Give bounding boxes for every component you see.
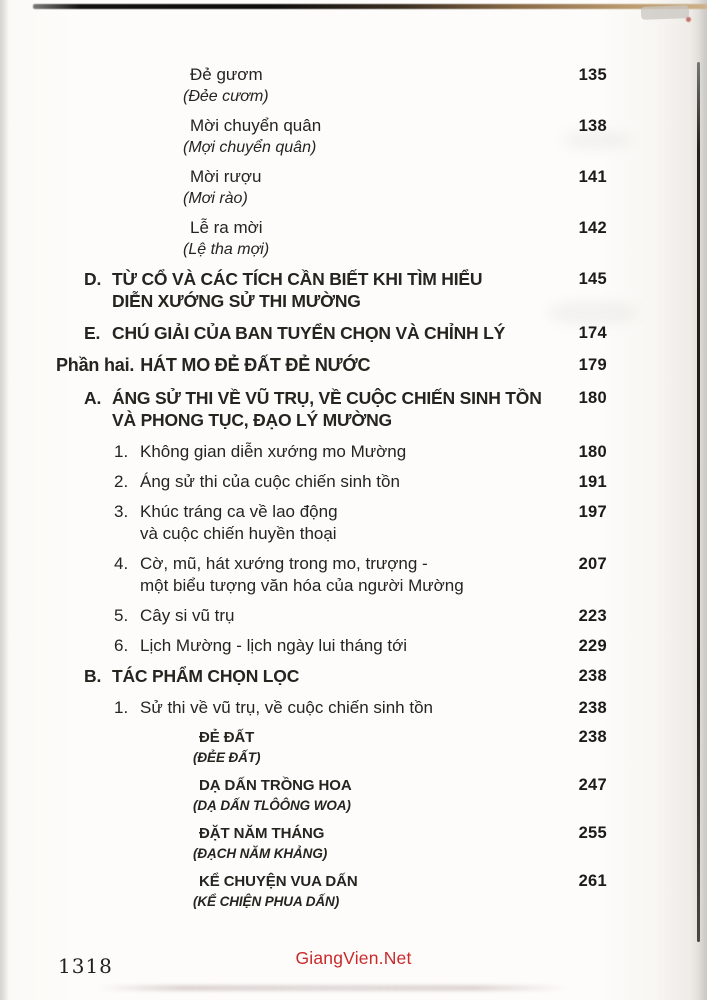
entry-prefix: Phần hai. (56, 355, 135, 375)
entry-title: VÀ PHONG TỤC, ĐẠO LÝ MƯỜNG (112, 410, 392, 430)
toc-entry-line (0, 322, 707, 344)
toc-entry (0, 64, 707, 106)
entry-prefix: 3. (114, 502, 129, 521)
entry-page-number: 223 (578, 607, 607, 625)
toc-entry-line (0, 471, 707, 493)
toc-entry-line (0, 871, 707, 892)
toc-entry-line (0, 697, 707, 719)
entry-prefix: E. (84, 323, 101, 343)
entry-title: CHÚ GIẢI CỦA BAN TUYỂN CHỌN VÀ CHỈNH LÝ (112, 323, 506, 343)
scan-red-speck (686, 17, 691, 22)
watermark-text: GiangVien.Net (295, 948, 412, 968)
toc-entry-line (0, 523, 707, 545)
entry-pronunciation: (KỂ CHIỆN PHUA DẤN) (193, 894, 340, 909)
entry-page-number: 238 (578, 699, 607, 717)
entry-title: ÁNG SỬ THI VỀ VŨ TRỤ, VỀ CUỘC CHIẾN SINH TỒN (112, 388, 542, 408)
entry-page-number: 141 (578, 168, 607, 186)
entry-pronunciation: (Mợi chuyển quân) (183, 139, 317, 156)
toc-entry-line (0, 605, 707, 627)
toc-entry-line (0, 217, 707, 239)
entry-prefix: 1. (114, 442, 129, 461)
toc-entry-pron-line (0, 892, 707, 911)
entry-page-number: 135 (578, 66, 607, 84)
toc-entry-line (0, 575, 707, 597)
toc-entry (0, 697, 707, 719)
entry-page-number: 180 (578, 443, 607, 461)
toc-entry-line (0, 823, 707, 844)
entry-title: ĐẺ ĐẤT (199, 729, 255, 746)
toc-entry-line (0, 553, 707, 575)
entry-title: và cuộc chiến huyền thoại (140, 524, 337, 543)
entry-page-number: 180 (578, 389, 607, 407)
entry-page-number: 207 (578, 555, 607, 573)
entry-page-number: 238 (578, 728, 607, 746)
toc-entry (0, 471, 707, 493)
entry-page-number: 179 (578, 356, 607, 374)
entry-page-number: 145 (578, 270, 607, 288)
toc-entry (0, 665, 707, 687)
entry-pronunciation: (Đẻe cươm) (183, 88, 269, 105)
toc-entry-pron-line (0, 796, 707, 815)
entry-title: Không gian diễn xướng mo Mường (140, 442, 407, 461)
entry-prefix: A. (84, 388, 102, 408)
toc-entry-pron-line (0, 748, 707, 767)
toc-entry (0, 268, 707, 312)
toc-entry-pron-line (0, 86, 707, 106)
toc-entry (0, 387, 707, 431)
entry-title: Mời chuyển quân (190, 116, 322, 135)
entry-title: DIỄN XƯỚNG SỬ THI MƯỜNG (112, 291, 361, 311)
toc-entry-line (0, 64, 707, 86)
toc-entry (0, 501, 707, 545)
entry-title: Lễ ra mời (190, 218, 263, 237)
entry-page-number: 238 (578, 667, 607, 685)
toc-entry (0, 871, 707, 911)
entry-prefix: 2. (114, 472, 129, 491)
toc-entry-line (0, 501, 707, 523)
entry-prefix: 5. (114, 606, 129, 625)
entry-pronunciation: (DẠ DẤN TLÔÔNG WOA) (193, 798, 351, 813)
toc-entry (0, 605, 707, 627)
toc-entry-line (0, 727, 707, 748)
toc-entry-line (0, 775, 707, 796)
scan-corner-artifact (641, 5, 689, 20)
toc-entry-line (0, 268, 707, 290)
toc-entry (0, 727, 707, 767)
entry-pronunciation: (Lệ tha mợi) (183, 241, 270, 258)
entry-title: ĐẶT NĂM THÁNG (199, 825, 325, 842)
table-of-contents (0, 64, 707, 919)
toc-entry-line (0, 441, 707, 463)
toc-entry (0, 823, 707, 863)
toc-entry (0, 441, 707, 463)
entry-title: một biểu tượng văn hóa của người Mường (140, 576, 464, 595)
entry-page-number: 174 (578, 324, 607, 342)
entry-title: KỂ CHUYỆN VUA DẤN (199, 873, 358, 890)
scan-bottom-smudge (98, 985, 568, 991)
entry-title: Đẻ gươm (190, 65, 263, 84)
toc-entry-line (0, 290, 707, 312)
toc-entry-line (0, 665, 707, 687)
entry-pronunciation: (ĐẠCH NĂM KHẢNG) (193, 846, 328, 861)
entry-prefix: 6. (114, 636, 129, 655)
toc-entry-line (0, 115, 707, 137)
entry-prefix: 4. (114, 554, 129, 573)
entry-pronunciation: (ĐẺE ĐẤT) (193, 750, 261, 765)
entry-page-number: 197 (578, 503, 607, 521)
entry-title: Cờ, mũ, hát xướng trong mo, trượng - (140, 554, 428, 573)
entry-page-number: 255 (578, 824, 607, 842)
toc-entry-line (0, 166, 707, 188)
toc-entry-line (0, 635, 707, 657)
toc-entry (0, 115, 707, 157)
toc-entry-line (0, 387, 707, 409)
toc-entry (0, 775, 707, 815)
toc-entry (0, 553, 707, 597)
entry-page-number: 229 (578, 637, 607, 655)
entry-title: TÁC PHẨM CHỌN LỌC (112, 666, 300, 686)
entry-title: Khúc tráng ca về lao động (140, 502, 338, 521)
entry-title: DẠ DẤN TRỒNG HOA (199, 777, 352, 794)
entry-page-number: 138 (578, 117, 607, 135)
entry-pronunciation: (Mơi rào) (183, 190, 248, 207)
toc-entry-line (0, 409, 707, 431)
entry-title: Áng sử thi của cuộc chiến sinh tồn (140, 472, 400, 491)
toc-entry (0, 354, 707, 376)
entry-page-number: 261 (578, 872, 607, 890)
page-top-edge-shadow (33, 4, 707, 9)
entry-page-number: 191 (578, 473, 607, 491)
entry-title: Sử thi về vũ trụ, về cuộc chiến sinh tồn (140, 698, 433, 717)
entry-page-number: 247 (578, 776, 607, 794)
toc-entry (0, 217, 707, 259)
toc-entry-pron-line (0, 188, 707, 208)
toc-entry-pron-line (0, 844, 707, 863)
entry-prefix: B. (84, 666, 102, 686)
entry-prefix: D. (84, 269, 102, 289)
toc-entry (0, 322, 707, 344)
entry-title: Cây si vũ trụ (140, 606, 235, 625)
toc-entry (0, 635, 707, 657)
entry-title: Mời rượu (190, 167, 262, 186)
entry-page-number: 142 (578, 219, 607, 237)
toc-entry-pron-line (0, 239, 707, 259)
entry-title: HÁT MO ĐẺ ĐẤT ĐẺ NƯỚC (140, 355, 371, 375)
toc-entry (0, 166, 707, 208)
entry-title: TỪ CỔ VÀ CÁC TÍCH CẦN BIẾT KHI TÌM HIỂU (112, 269, 483, 289)
page-number-folio: 1318 (58, 954, 113, 978)
toc-entry-pron-line (0, 137, 707, 157)
entry-title: Lịch Mường - lịch ngày lui tháng tới (140, 636, 408, 655)
toc-entry-line (0, 354, 707, 376)
entry-prefix: 1. (114, 698, 129, 717)
